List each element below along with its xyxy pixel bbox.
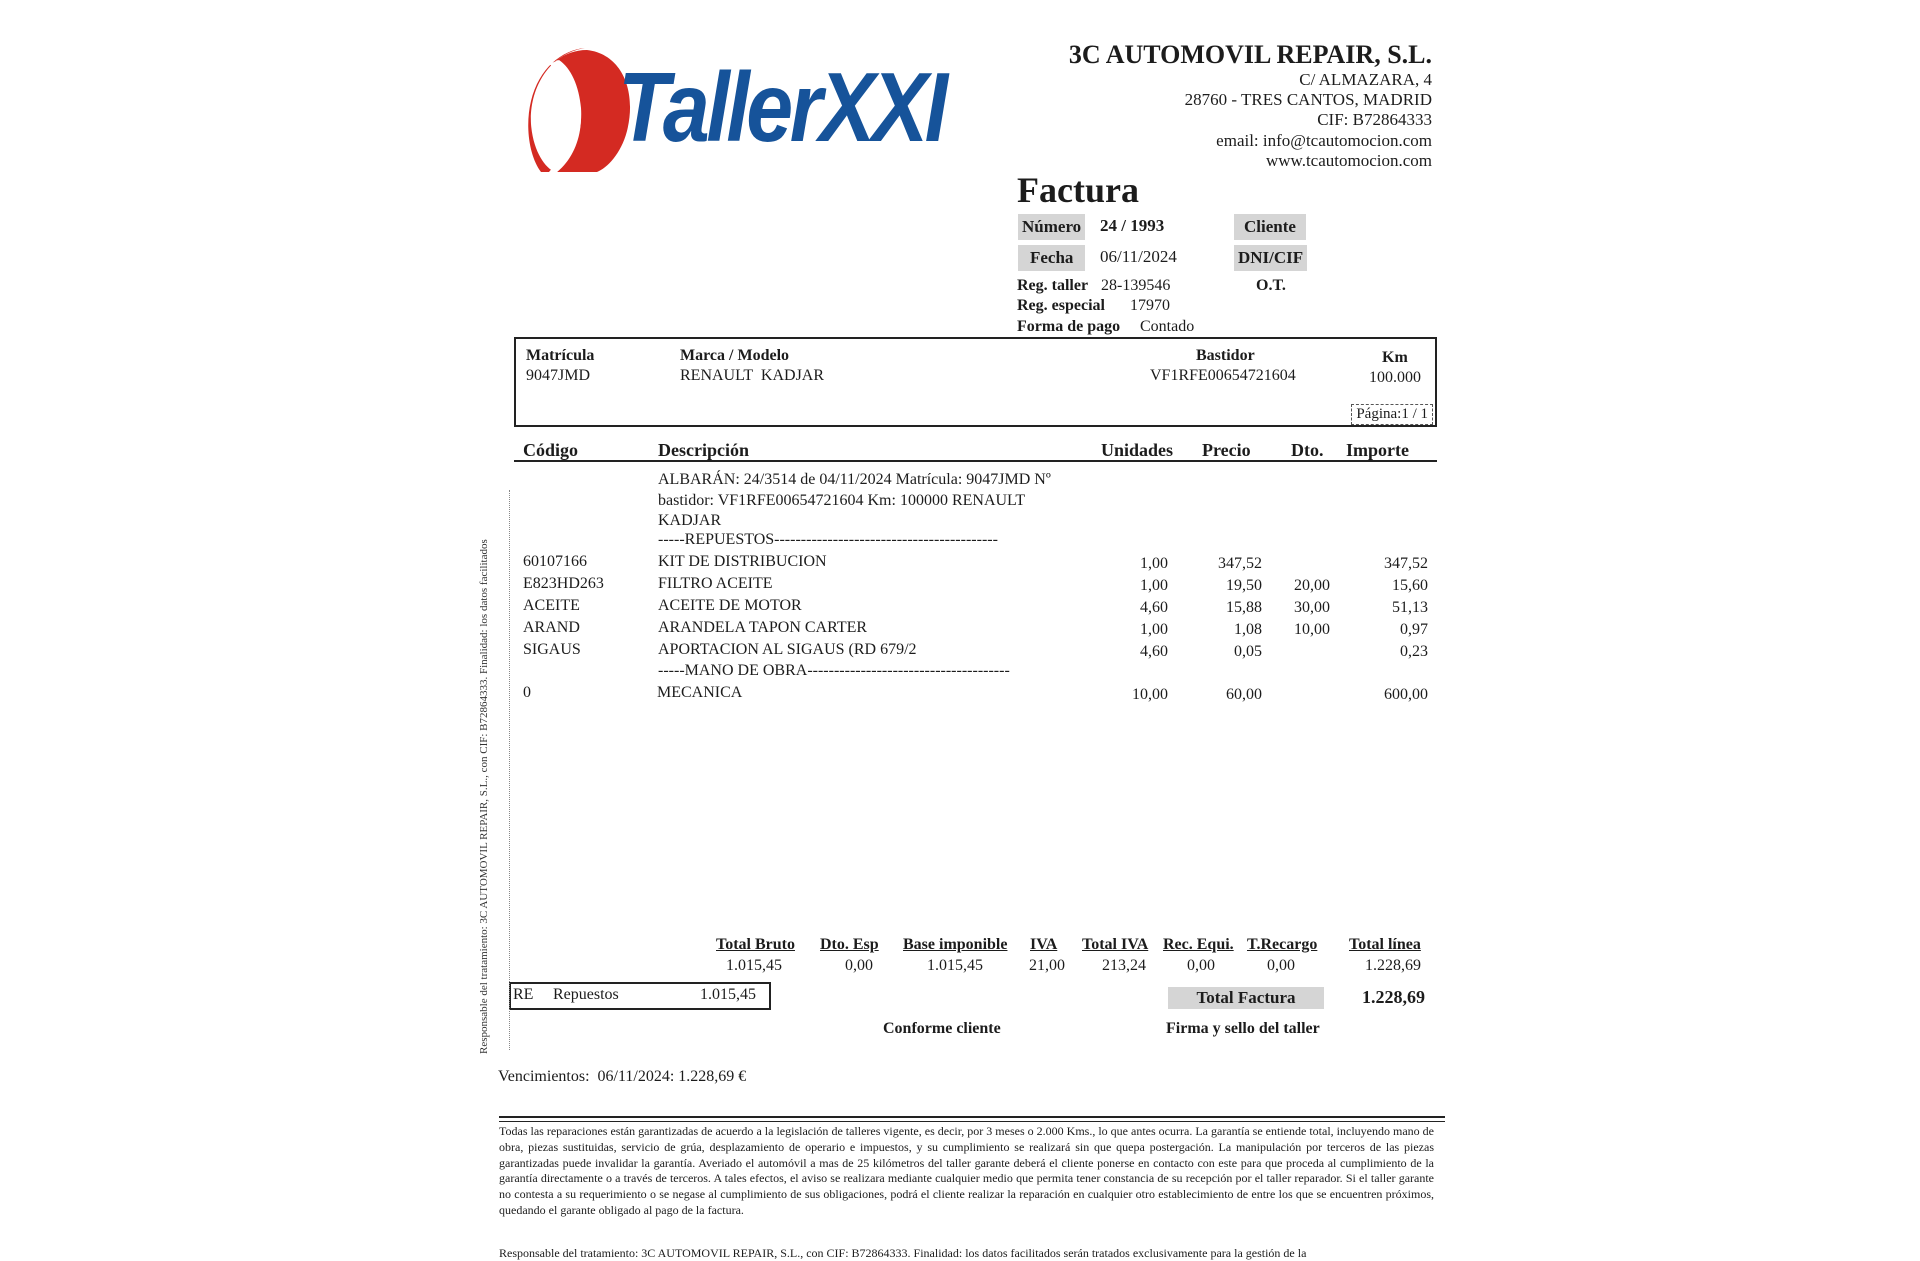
item-importe: 51,13	[1392, 599, 1428, 616]
header-descripcion: Descripción	[658, 440, 749, 460]
warranty-terms: Todas las reparaciones están garantizadas de acuerdo a la legislación de talleres vigente, es decir, por 3 meses o 2.000 Kms., lo que antes ocurra. La garantía se entiende total, incluyendo mano de obra, piezas sustituidas, servicio de grúa, desplazamiento de operario e impuestos, y su cumplimiento se realizará sin que quepa postergación. La manipulación por terceros de las piezas garantizadas puede invalidar la garantía. Averiado el automóvil a mas de 25 kilómetros del taller garante deberá el cliente ponerse en contacto con este para que proceda al cumplimiento de la garantía directamente o a través de terceros. A tales efectos, el aviso se realizara mediante cualquier medio que permita tener constancia de su recepción por el taller reparador. Si el taller garante no contesta a su requerimiento o se negase al cumplimiento de sus obligaciones, podrá el cliente realizar la reparación en cualquier otro establecimiento de entre los que se encuentren próximos, quedando el garante obligado al pago de la factura.	[499, 1124, 1434, 1217]
total-iva-value: 213,24	[1102, 957, 1146, 974]
rec-equi-label: Rec. Equi.	[1163, 936, 1234, 953]
header-precio: Precio	[1202, 440, 1251, 460]
marca-label: Marca / Modelo	[680, 347, 790, 364]
invoice-number: 24 / 1993	[1100, 216, 1165, 235]
firma-taller: Firma y sello del taller	[1166, 1020, 1320, 1037]
logo-text: TallerXXI	[618, 52, 945, 162]
item-dto: 30,00	[1294, 599, 1330, 616]
labor-codigo: 0	[523, 684, 531, 701]
dni-label: DNI/CIF	[1234, 245, 1307, 271]
side-privacy-text: Responsable del tratamiento: 3C AUTOMOVIL REPAIR, S.L., con CIF: B72864333. Finalidad: los datos facilitados	[478, 539, 490, 1054]
item-descripcion: ARANDELA TAPON CARTER	[658, 619, 868, 636]
labor-descripcion: MECANICA	[657, 684, 743, 701]
total-factura-label: Total Factura	[1168, 987, 1324, 1009]
item-descripcion: APORTACION AL SIGAUS (RD 679/2	[658, 641, 917, 658]
ot-label: O.T.	[1256, 277, 1286, 294]
tax-label: Repuestos	[553, 986, 619, 1003]
company-web: www.tcautomocion.com	[1265, 151, 1432, 170]
vehicle-box	[514, 337, 1437, 427]
marca-value: RENAULT KADJAR	[680, 367, 825, 384]
company-name: 3C AUTOMOVIL REPAIR, S.L.	[1068, 40, 1432, 69]
item-codigo: ACEITE	[523, 597, 580, 614]
reg-especial-label: Reg. especial	[1017, 297, 1105, 314]
item-unidades: 1,00	[1140, 555, 1168, 572]
company-email: email: info@tcautomocion.com	[1216, 131, 1432, 150]
company-cif: CIF: B72864333	[1317, 110, 1432, 129]
forma-pago-value: Contado	[1140, 318, 1195, 335]
item-dto	[1270, 553, 1330, 575]
company-address: C/ ALMAZARA, 4	[1299, 70, 1432, 89]
item-unidades: 1,00	[1140, 621, 1168, 638]
matricula-label: Matrícula	[526, 347, 595, 364]
base-label: Base imponible	[903, 936, 1008, 953]
header-codigo: Código	[523, 440, 579, 460]
item-unidades: 4,60	[1140, 599, 1168, 616]
header-dto: Dto.	[1291, 440, 1324, 460]
albaran-line: KADJAR	[658, 512, 722, 529]
item-importe: 0,23	[1400, 643, 1428, 660]
item-descripcion: ACEITE DE MOTOR	[658, 597, 802, 614]
fecha-label: Fecha	[1018, 245, 1085, 271]
dto-esp-value: 0,00	[845, 957, 873, 974]
total-factura-value: 1.228,69	[1362, 987, 1425, 1007]
page-number: Página:1 / 1	[1351, 404, 1433, 425]
albaran-line: bastidor: VF1RFE00654721604 Km: 100000 RENAULT	[658, 492, 1026, 509]
reg-taller-value: 28-139546	[1101, 277, 1171, 294]
header-divider	[514, 460, 1437, 462]
header-importe: Importe	[1346, 440, 1409, 460]
forma-pago-label: Forma de pago	[1017, 318, 1121, 335]
item-codigo: E823HD263	[523, 575, 604, 592]
repuestos-separator: -----REPUESTOS------------------------------------------	[658, 531, 998, 548]
total-iva-label: Total IVA	[1082, 936, 1149, 953]
labor-precio: 60,00	[1226, 686, 1262, 703]
item-codigo: ARAND	[523, 619, 580, 636]
mano-obra-separator: -----MANO DE OBRA--------------------------------------	[658, 662, 1010, 679]
iva-value: 21,00	[1029, 957, 1065, 974]
labor-unidades: 10,00	[1132, 686, 1168, 703]
total-linea-label: Total línea	[1349, 936, 1421, 953]
vencimientos: Vencimientos: 06/11/2024: 1.228,69 €	[498, 1068, 747, 1085]
document-title: Factura	[1017, 170, 1139, 210]
item-descripcion: FILTRO ACEITE	[658, 575, 773, 592]
bastidor-label: Bastidor	[1196, 347, 1255, 364]
conforme-cliente: Conforme cliente	[883, 1020, 1001, 1037]
numero-label: Número	[1018, 214, 1085, 240]
albaran-line: ALBARÁN: 24/3514 de 04/11/2024 Matrícula: 9047JMD Nº	[658, 471, 1051, 488]
item-codigo: SIGAUS	[523, 641, 581, 658]
reg-especial-value: 17970	[1130, 297, 1170, 314]
item-dto	[1270, 641, 1330, 663]
item-unidades: 1,00	[1140, 577, 1168, 594]
item-precio: 0,05	[1234, 643, 1262, 660]
item-precio: 15,88	[1226, 599, 1262, 616]
item-importe: 0,97	[1400, 621, 1428, 638]
item-importe: 15,60	[1392, 577, 1428, 594]
dto-esp-label: Dto. Esp	[820, 936, 879, 953]
item-codigo: 60107166	[523, 553, 587, 570]
base-value: 1.015,45	[927, 957, 983, 974]
matricula-value: 9047JMD	[526, 367, 591, 384]
item-precio: 19,50	[1226, 577, 1262, 594]
reg-taller-label: Reg. taller	[1017, 277, 1089, 294]
item-descripcion: KIT DE DISTRIBUCION	[658, 553, 827, 570]
company-city: 28760 - TRES CANTOS, MADRID	[1184, 90, 1432, 109]
privacy-text: Responsable del tratamiento: 3C AUTOMOVIL REPAIR, S.L., con CIF: B72864333. Finalidad: los datos facilitados serán tratados exclusivamente para la gestión de la	[499, 1246, 1307, 1260]
item-importe: 347,52	[1384, 555, 1428, 572]
item-dto: 10,00	[1294, 621, 1330, 638]
total-bruto-value: 1.015,45	[726, 957, 782, 974]
rec-equi-value: 0,00	[1187, 957, 1215, 974]
total-bruto-label: Total Bruto	[716, 936, 795, 953]
item-precio: 347,52	[1218, 555, 1262, 572]
tax-value: 1.015,45	[700, 986, 756, 1003]
tax-breakdown-box	[509, 982, 771, 1010]
invoice-date: 06/11/2024	[1100, 247, 1177, 266]
t-recargo-label: T.Recargo	[1247, 936, 1318, 953]
cliente-label: Cliente	[1234, 214, 1306, 240]
item-precio: 1,08	[1234, 621, 1262, 638]
labor-importe: 600,00	[1384, 686, 1428, 703]
terms-divider	[499, 1116, 1445, 1122]
side-margin-line	[509, 490, 511, 1050]
header-unidades: Unidades	[1101, 440, 1174, 460]
total-linea-value: 1.228,69	[1365, 957, 1421, 974]
bastidor-value: VF1RFE00654721604	[1150, 367, 1296, 384]
tax-code: RE	[513, 986, 534, 1003]
km-label: Km	[1382, 349, 1408, 366]
iva-label: IVA	[1030, 936, 1058, 953]
item-unidades: 4,60	[1140, 643, 1168, 660]
item-dto: 20,00	[1294, 577, 1330, 594]
t-recargo-value: 0,00	[1267, 957, 1295, 974]
km-value: 100.000	[1369, 369, 1421, 386]
